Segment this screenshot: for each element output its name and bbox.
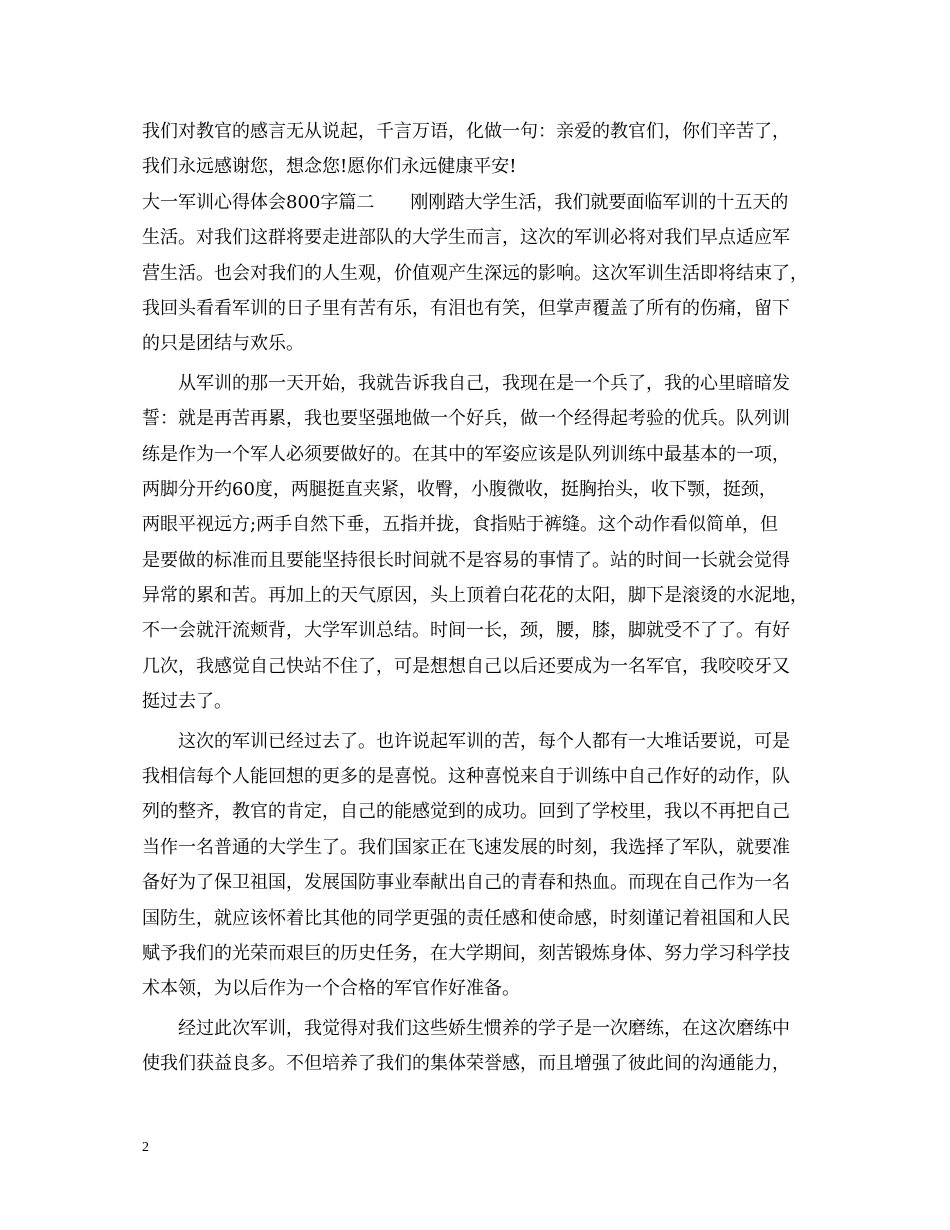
text-line: 术本领，为以后作为一个合格的军官作好准备。 (142, 978, 520, 1000)
text-line: 经过此次军训，我觉得对我们这些娇生惯养的学子是一次磨练，在这次磨练中 (178, 1017, 790, 1039)
paragraph (142, 366, 828, 720)
text-line: 两眼平视远方;两手自然下垂，五指并拢，食指贴于裤缝。这个动作看似简单，但 (142, 514, 779, 536)
text-line: 备好为了保卫祖国，发展国防事业奉献出自己的青春和热血。而现在自己作为一名 (142, 872, 790, 894)
text-line: 异常的累和苦。再加上的天气原因，头上顶着白花花的太阳，脚下是滚烫的水泥地， (142, 585, 808, 607)
page-number: 2 (142, 1140, 149, 1155)
text-line: 两脚分开约60度，两腿挺直夹紧，收臀，小腹微收，挺胸抬头，收下颚，挺颈， (142, 478, 777, 500)
text-line: 的只是团结与欢乐。 (142, 333, 304, 355)
paragraph (142, 724, 828, 1007)
text-line: 国防生，就应该怀着比其他的同学更强的责任感和使命感，时刻谨记着祖国和人民 (142, 907, 790, 929)
document-body (142, 114, 828, 1082)
text-line: 列的整齐，教官的肯定，自己的能感觉到的成功。回到了学校里，我以不再把自己 (142, 801, 790, 823)
text-line: 誓：就是再苦再累，我也要坚强地做一个好兵，做一个经得起考验的优兵。队列训 (142, 408, 790, 430)
text-line: 营生活。也会对我们的人生观，价值观产生深远的影响。这次军训生活即将结束了， (142, 262, 808, 284)
text-line: 当作一名普通的大学生了。我们国家正在飞速发展的时刻，我选择了军队，就要准 (142, 836, 790, 858)
text-line: 使我们获益良多。不但培养了我们的集体荣誉感，而且增强了彼此间的沟通能力， (142, 1053, 790, 1075)
text-line: 生活。对我们这群将要走进部队的大学生而言，这次的军训必将对我们早点适应军 (142, 227, 790, 249)
text-line: 大一军训心得体会800字篇二 刚刚踏大学生活，我们就要面临军训的十五天的 (142, 191, 789, 213)
text-line: 我回头看看军训的日子里有苦有乐，有泪也有笑，但掌声覆盖了所有的伤痛，留下 (142, 297, 790, 319)
text-line: 我相信每个人能回想的更多的是喜悦。这种喜悦来自于训练中自己作好的动作，队 (142, 766, 790, 788)
paragraph (142, 185, 828, 362)
text-line: 几次，我感觉自己快站不住了，可是想想自己以后还要成为一名军官，我咬咬牙又 (142, 655, 790, 677)
text-line: 这次的军训已经过去了。也许说起军训的苦，每个人都有一大堆话要说，可是 (178, 730, 790, 752)
text-line: 是要做的标准而且要能坚持很长时间就不是容易的事情了。站的时间一长就会觉得 (142, 549, 790, 571)
text-line: 挺过去了。 (142, 691, 232, 713)
text-line: 赋予我们的光荣而艰巨的历史任务，在大学期间，刻苦锻炼身体、努力学习科学技 (142, 942, 790, 964)
text-line: 练是作为一个军人必须要做好的。在其中的军姿应该是队列训练中最基本的一项， (142, 443, 790, 465)
text-line: 从军训的那一天开始，我就告诉我自己，我现在是一个兵了，我的心里暗暗发 (178, 372, 790, 394)
paragraph (142, 114, 828, 185)
text-line: 我们对教官的感言无从说起，千言万语，化做一句：亲爱的教官们，你们辛苦了， (142, 121, 790, 142)
paragraph (142, 1011, 828, 1082)
text-line: 不一会就汗流颊背，大学军训总结。时间一长，颈，腰，膝，脚就受不了了。有好 (142, 620, 790, 642)
text-line: 我们永远感谢您，想念您!愿你们永远健康平安! (142, 156, 517, 178)
